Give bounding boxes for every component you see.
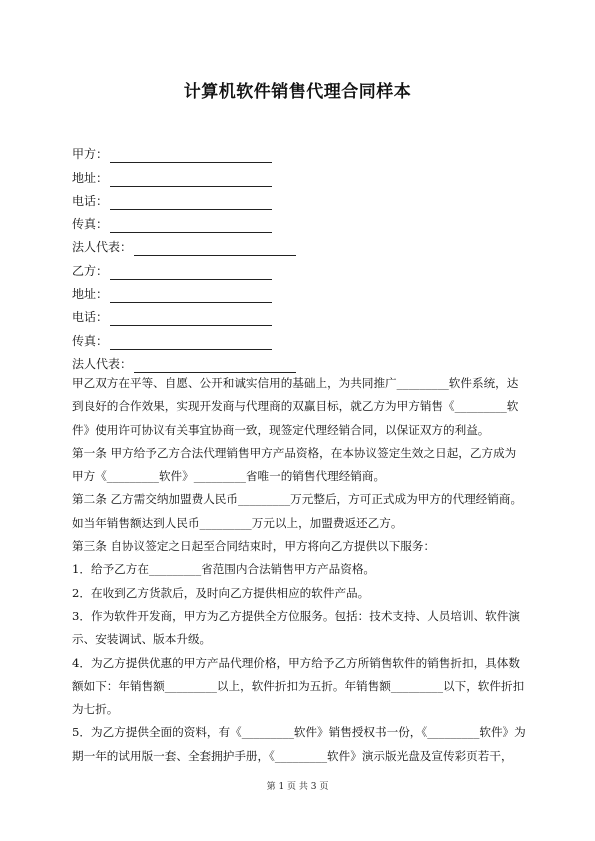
service-item-3: 3．作为软件开发商，甲方为乙方提供全方位服务。包括：技术支持、人员培训、软件演示、安装调试、版本升级。 bbox=[72, 608, 520, 647]
fill-blank-line bbox=[110, 288, 272, 303]
clause-1-paragraph: 第一条 甲方给予乙方合法代理销售甲方产品资格，在本协议签定生效之日起，乙方成为甲方《_________软件》_________省唯一的销售代理经销商。 bbox=[72, 445, 517, 484]
field-label: 法人代表： bbox=[72, 240, 133, 255]
party-info-section bbox=[72, 140, 296, 373]
service-item-1: 1．给予乙方在_________省范围内合法销售甲方产品资格。 bbox=[72, 562, 376, 577]
fill-blank-line bbox=[110, 218, 272, 233]
fill-blank-line bbox=[110, 335, 272, 350]
party-b-name-field bbox=[72, 256, 296, 279]
field-label: 传真： bbox=[72, 217, 109, 232]
party-b-phone-field bbox=[72, 303, 296, 326]
clause-2-paragraph: 第二条 乙方需交纳加盟费人民币_________万元整后，方可正式成为甲方的代理经销商。如当年销售额达到人民币_________万元以上，加盟费返还乙方。 bbox=[72, 492, 523, 530]
fill-blank-line bbox=[110, 148, 272, 163]
field-label: 甲方： bbox=[72, 147, 109, 162]
party-a-phone-field bbox=[72, 187, 296, 210]
contract-body bbox=[72, 372, 526, 768]
field-label: 法人代表： bbox=[72, 356, 133, 371]
party-a-name-field bbox=[72, 140, 296, 163]
service-item-4: 4．为乙方提供优惠的甲方产品代理价格，甲方给予乙方所销售软件的销售折扣，具体数额如下：年销售额_________以上，软件折扣为五折。年销售额_________以下，软件折扣为七折。 bbox=[72, 655, 525, 717]
fill-blank-line bbox=[110, 195, 272, 210]
page-footer: 第 1 页 共 3 页 bbox=[266, 782, 329, 792]
fill-blank-line bbox=[110, 172, 272, 187]
party-b-legal-rep-field bbox=[72, 350, 296, 373]
service-item-2: 2．在收到乙方货款后，及时向乙方提供相应的软件产品。 bbox=[72, 585, 370, 600]
party-a-fax-field bbox=[72, 210, 296, 233]
fill-blank-line bbox=[110, 311, 272, 326]
clause-3-paragraph: 第三条 自协议签定之日起至合同结束时，甲方将向乙方提供以下服务： bbox=[72, 539, 436, 554]
field-label: 电话： bbox=[72, 310, 109, 325]
field-label: 乙方： bbox=[72, 263, 109, 278]
party-a-legal-rep-field bbox=[72, 233, 296, 256]
fill-blank-line bbox=[134, 241, 296, 256]
field-label: 地址： bbox=[72, 287, 109, 302]
party-b-fax-field bbox=[72, 326, 296, 349]
service-item-5: 5．为乙方提供全面的资料，有《_________软件》销售授权书一份，《_________软件》为期一年的试用版一套、全套拥护手册，《_________软件》演示版光盘及宣传彩页若干， bbox=[72, 725, 526, 763]
field-label: 地址： bbox=[72, 170, 109, 185]
party-a-address-field bbox=[72, 163, 296, 186]
document-title: 计算机软件销售代理合同样本 bbox=[183, 82, 412, 102]
party-b-address-field bbox=[72, 280, 296, 303]
fill-blank-line bbox=[134, 358, 296, 373]
field-label: 传真： bbox=[72, 333, 109, 348]
field-label: 电话： bbox=[72, 193, 109, 208]
preamble-paragraph: 甲乙双方在平等、自愿、公开和诚实信用的基础上，为共同推广_________软件系统，达到良好的合作效果，实现开发商与代理商的双赢目标，就乙方为甲方销售《_________软件》使用许可协议有关事宜协商一致，现签定代理经销合同，以保证双方的利益。 bbox=[72, 376, 519, 437]
fill-blank-line bbox=[110, 265, 272, 280]
